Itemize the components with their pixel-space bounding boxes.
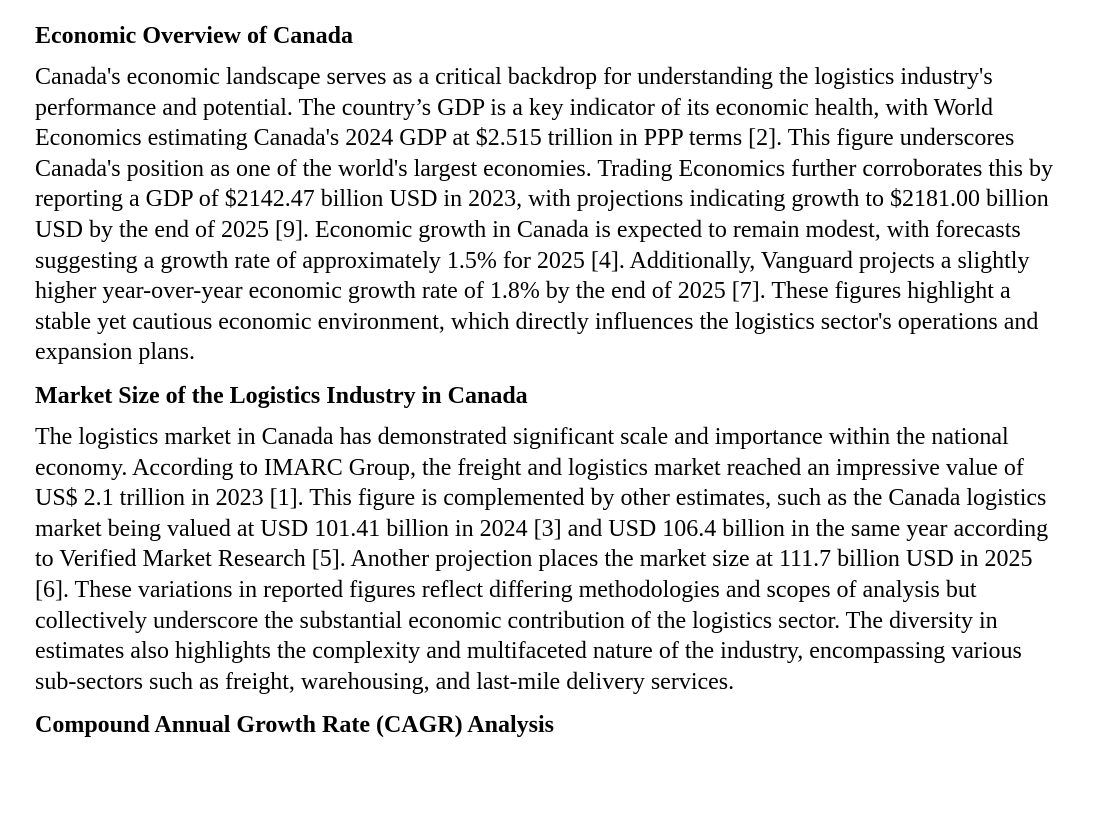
section-heading: Compound Annual Growth Rate (CAGR) Analysis xyxy=(35,712,554,739)
body-paragraph: The logistics market in Canada has demonstrated significant scale and importance within the national economy. According to IMARC Group, the freight and logistics market reached an impressive value of US$ 2.1 trillion in 2023 [1]. This figure is complemented by other estimates, such as the Canada logistics market being valued at USD 101.41 billion in 2024 [3] and USD 106.4 billion in the same year according to Verified Market Research [5]. Another projection places the market size at 111.7 billion USD in 2025 [6]. These variations in reported figures reflect differing methodologies and scopes of analysis but collectively underscore the substantial economic contribution of the logistics sector. The diversity in estimates also highlights the complexity and multifaceted nature of the industry, encompassing various sub-sectors such as freight, warehousing, and last-mile delivery services. xyxy=(35,423,1049,695)
section-economic-overview xyxy=(35,20,1056,368)
section-cagr-analysis xyxy=(35,709,1056,741)
section-heading: Economic Overview of Canada xyxy=(35,23,353,49)
body-paragraph: Canada's economic landscape serves as a critical backdrop for understanding the logistics industry's performance and potential. The country’s GDP is a key indicator of its economic health, with World Economics estimating Canada's 2024 GDP at $2.515 trillion in PPP terms [2]. This figure underscores Canada's position as one of the world's largest economies. Trading Economics further corroborates this by reporting a GDP of $2142.47 billion USD in 2023, with projections indicating growth to $2181.00 billion USD by the end of 2025 [9]. Economic growth in Canada is expected to remain modest, with forecasts suggesting a growth rate of approximately 1.5% for 2025 [4]. Additionally, Vanguard projects a slightly higher year-over-year economic growth rate of 1.8% by the end of 2025 [7]. These figures highlight a stable yet cautious economic environment, which directly influences the logistics sector's operations and expansion plans. xyxy=(35,64,1054,366)
section-market-size xyxy=(35,380,1056,697)
section-heading: Market Size of the Logistics Industry in Canada xyxy=(35,382,528,409)
